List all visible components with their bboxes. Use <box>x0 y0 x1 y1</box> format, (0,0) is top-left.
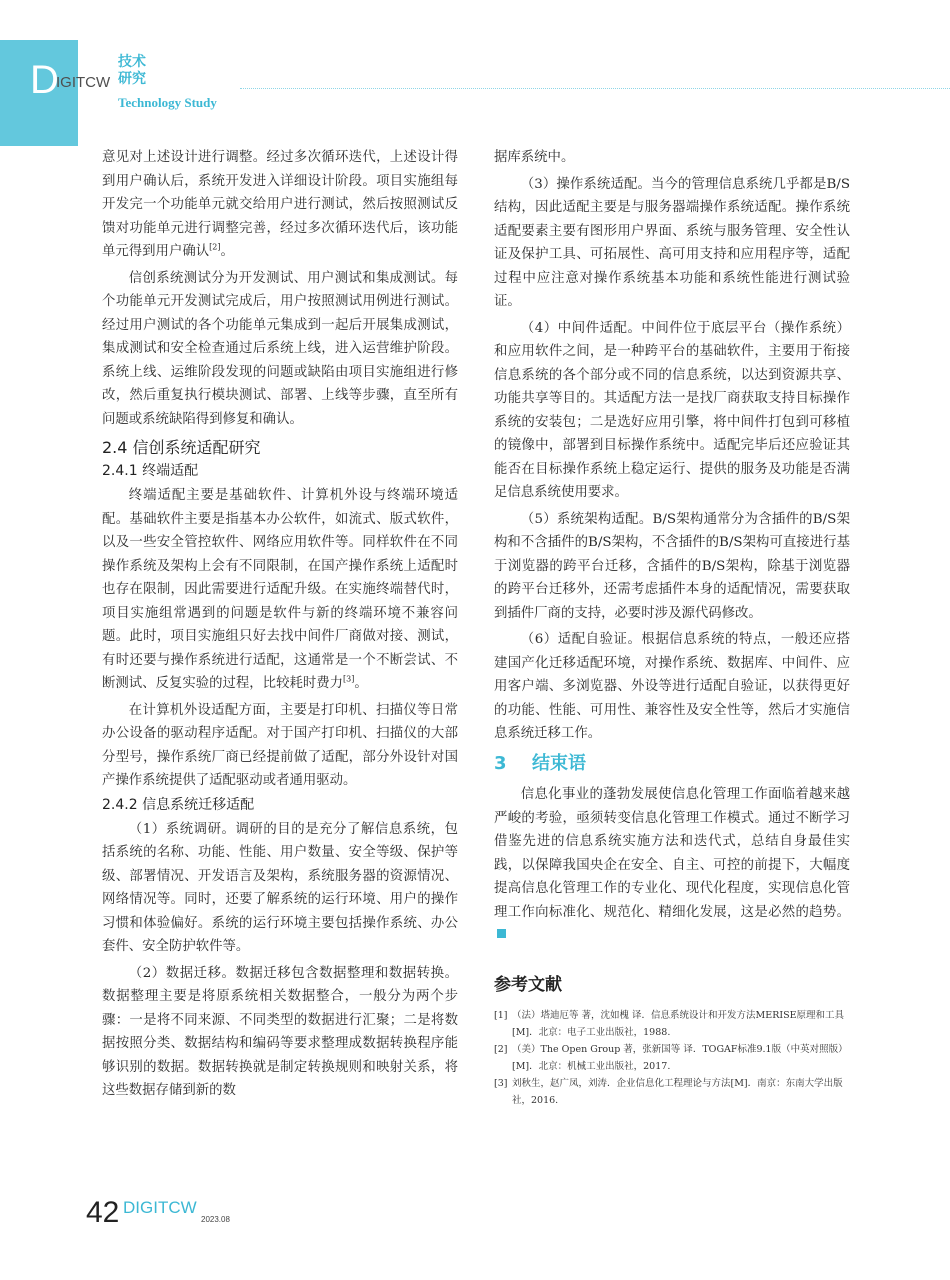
paragraph: （4）中间件适配。中间件位于底层平台（操作系统）和应用软件之间，是一种跨平台的基础软件，主要用于衔接信息系统的各个部分或不同的信息系统，以达到资源共享、功能共享等目的。其适配方法一是找厂商获取支持目标操作系统的安装包；二是选好应用引擎，将中间件打包到可移植的镜像中，部署到目标操作系统中。适配完毕后还应验证其能否在目标操作系统上稳定运行、提供的服务及功能是否满足信息系统使用要求。 <box>494 320 850 500</box>
references-heading: 参考文献 <box>494 974 562 995</box>
reference-item: [2] （美）The Open Group 著，张新国等 译．TOGAF标准9.1版（中英对照版）[M]．北京：机械工业出版社，2017. <box>494 1044 848 1072</box>
section-heading-2-4: 2.4 信创系统适配研究 <box>102 438 261 457</box>
section-number: 3 <box>494 752 507 774</box>
section-category-line2: 研究 <box>118 71 146 87</box>
paragraph: 意见对上述设计进行调整。经过多次循环迭代，上述设计得到用户确认后，系统开发进入详细设计阶段。项目实施组每开发完一个功能单元就交给用户进行测试，然后按照测试反馈对功能单元进行调整完善，经过多次循环迭代后，该功能单元得到用户确认[2]。 <box>102 150 458 259</box>
section-heading-3 <box>494 752 850 776</box>
paragraph: 在计算机外设适配方面，主要是打印机、扫描仪等日常办公设备的驱动程序适配。对于国产打印机、扫描仪的大部分型号，操作系统厂商已经提前做了适配，部分外设针对国产操作系统提供了适配驱动或者通用驱动。 <box>102 702 458 788</box>
section-title: 结束语 <box>532 752 586 774</box>
paragraph: （5）系统架构适配。B/S架构通常分为含插件的B/S架构和不含插件的B/S架构，不含插件的B/S架构可直接进行基于浏览器的跨平台迁移，含插件的B/S架构，除基于浏览器的跨平台迁移外，还需考虑插件本身的适配情况，需要获取到插件厂商的支持，必要时涉及源代码修改。 <box>494 511 850 621</box>
subsection-heading-2-4-1: 2.4.1 终端适配 <box>102 463 199 479</box>
footer-date: 2023.08 <box>201 1215 230 1224</box>
paragraph: 终端适配主要是基础软件、计算机外设与终端环境适配。基础软件主要是指基本办公软件，如流式、版式软件，以及一些安全管控软件、网络应用软件等。同样软件在不同操作系统及架构上会有不同限制，在国产操作系统上适配时也存在限制，因此需要进行适配升级。在实施终端替代时，项目实施组常遇到的问题是软件与新的终端环境不兼容问题。此时，项目实施组只好去找中间件厂商做对接、测试，有时还要与操作系统进行适配，这通常是一个不断尝试、不断测试、反复实验的过程，比较耗时费力[3]。 <box>102 488 458 691</box>
header-divider <box>240 88 950 89</box>
paragraph: （3）操作系统适配。当今的管理信息系统几乎都是B/S结构，因此适配主要是与服务器端操作系统适配。操作系统适配要素主要有图形用户界面、系统与服务管理、安全性认证及保护工具、可拓展性、高可用支持和应用程序等，适配过程中应注意对操作系统基本功能和系统性能进行测试验证。 <box>494 176 850 309</box>
section-category-line1: 技术 <box>118 54 146 70</box>
page-number: 42 <box>86 1196 120 1229</box>
paragraph: 信息化事业的蓬勃发展使信息化管理工作面临着越来越严峻的考验，亟须转变信息化管理工作模式。通过不断学习借鉴先进的信息系统实施方法和迭代式，总结自身最佳实践，以保障我国央企在安全、自主、可控的前提下，大幅度提高信息化管理工作的专业化、现代化程度，实现信息化管理工作向标准化、规范化、精细化发展，这是必然的趋势。 <box>494 783 850 948</box>
reference-item: [1] （法）塔迪厄等 著，沈如槐 译．信息系统设计和开发方法MERISE原理和工具[M]．北京：电子工业出版社，1988. <box>494 1010 845 1038</box>
subsection-heading-2-4-2: 2.4.2 信息系统迁移适配 <box>102 796 255 813</box>
paragraph: （1）系统调研。调研的目的是充分了解信息系统，包括系统的名称、功能、性能、用户数量、安全等级、保护等级、部署情况、开发语言及架构，系统服务器的资源情况、网络情况等。同时，还要了解系统的运行环境、用户的操作习惯和体验偏好。系统的运行环境主要包括操作系统、办公套件、安全防护软件等。 <box>102 821 458 954</box>
paragraph: 信创系统测试分为开发测试、用户测试和集成测试。每个功能单元开发测试完成后，用户按照测试用例进行测试。经过用户测试的各个功能单元集成到一起后开展集成测试，集成测试和安全检查通过后系统上线，进入运营维护阶段。系统上线、运维阶段发现的问题或缺陷由项目实施组进行修改，然后重复执行模块测试、部署、上线等步骤，直至所有问题或系统缺陷得到修复和确认。 <box>102 270 458 427</box>
logo-brand: IGITCW <box>56 74 111 91</box>
right-column <box>494 146 850 1109</box>
left-column <box>102 146 458 1103</box>
end-of-article-icon <box>497 929 506 938</box>
paragraph: （6）适配自验证。根据信息系统的特点，一般还应搭建国产化迁移适配环境，对操作系统、数据库、中间件、应用客户端、多浏览器、外设等进行适配自验证，以获得更好的功能、性能、可用性、兼容性及安全性等，然后才实施信息系统迁移工作。 <box>494 632 850 741</box>
reference-item: [3] 刘秋生，赵广凤，刘涛．企业信息化工程理论与方法[M]．南京：东南大学出版社，2016. <box>494 1078 843 1106</box>
paragraph: （2）数据迁移。数据迁移包含数据整理和数据转换。数据整理主要是将原系统相关数据整合，一般分为两个步骤：一是将不同来源、不同类型的数据进行汇聚；二是将数据按照分类、数据结构和编码等要求整理成数据转换程序能够识别的数据。数据转换就是制定转换规则和映射关系，将这些数据存储到新的数 <box>102 965 458 1098</box>
footer-brand: DIGITCW <box>123 1198 197 1217</box>
section-category-en: Technology Study <box>118 95 217 110</box>
logo-letter: D <box>30 58 59 102</box>
paragraph: 据库系统中。 <box>494 150 575 165</box>
